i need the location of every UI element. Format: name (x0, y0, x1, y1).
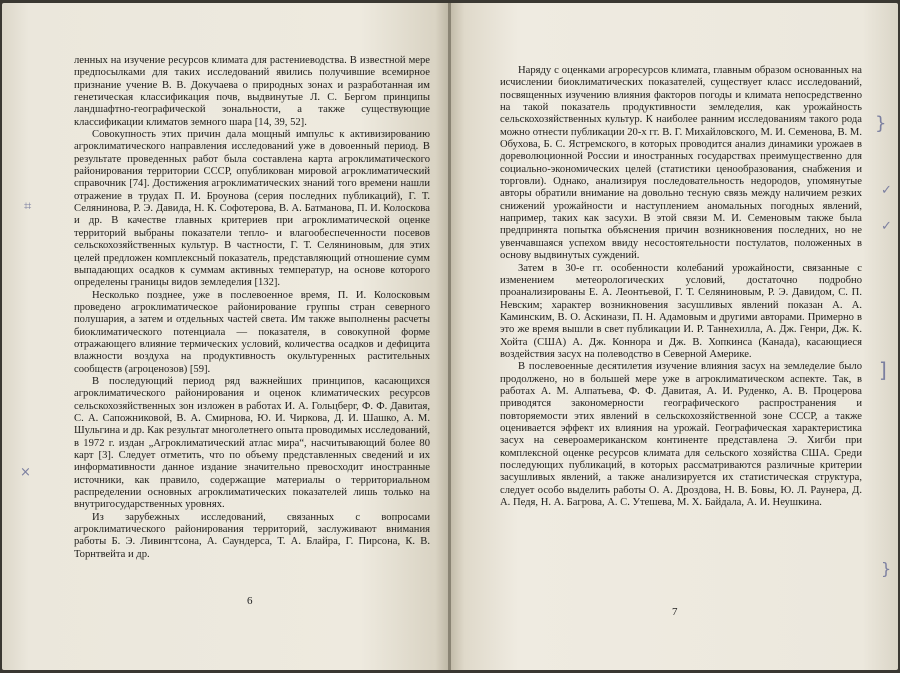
paragraph: Наряду с оценками агроресурсов климата, главным образом основанных на исчислении биоклиматических показателей, существует класс исследований, посвященных изучению влияния факторов погоды и климата непосредственно на такой показатель продуктивности земледелия, как урожайность сельскохозяйственных культур. К наиболее ранним исследованиям такого рода можно отнести публикации 20-х гг. В. Г. Михайловского, М. И. Семенова, В. М. Обухова, Б. С. Ястремского, в которых проводится анализ динамики урожаев в дореволюционной России и иностранных государствах преимущественно для социально-экономических целей (статистики ценообразования, снабжения и торговли). Однако, анализируя последовательность недородов, упомянутые авторы обратили внимание на довольно тесную связь между наличием резких снижений урожайности и наступлением аномальных погодных явлений, например, таких как засухи. В этой связи М. И. Семеновым также была предпринята попытка объяснения причин возникновения последних, но не увенчавшаяся успехом ввиду несостоятельности постулатов, положенных в основу выдвинутых суждений. (500, 65, 862, 262)
pencil-bracket-icon: } (881, 559, 892, 578)
paragraph: Из зарубежных исследований, связанных с вопросами агроклиматического районирования территорий, заслуживают внимания работы Б. Э. Ливингтсона, А. Саундерса, Т. А. Блайра, Г. Пирсона, К. В. Торнтвейта и др. (74, 511, 430, 560)
right-page (451, 3, 898, 670)
paragraph: ленных на изучение ресурсов климата для растениеводства. В известной мере предпосылками для таких исследований явились получившие всемирное признание учение В. В. Докучаева о природных зонах и разработанная им генетическая классификация почв, выдвинутые Л. С. Бергом принципы ландшафтно-географической зональности, а также существующие классификации климатов земного шара [14, 39, 52]. (74, 55, 430, 128)
book-spread (2, 3, 898, 670)
page-number: 6 (247, 595, 253, 607)
pencil-check-icon: ✓ (881, 219, 892, 234)
paragraph: В последующий период ряд важнейших принципов, касающихся агроклиматического районирования и оценок климатических ресурсов сельскохозяйственных зон изложен в работах И. А. Гольцберг, Ф. Ф. Давитая, С. А. Сапожниковой, В. А. Смирнова, Ю. И. Чиркова, Д. И. Шашко, А. М. Шульгина и др. Как результат многолетнего опыта проводимых исследований, в 1972 г. издан „Агроклиматический атлас мира“, насчитывающий более 80 карт [3]. Следует отметить, что по объему представленных сведений и их информативности данное издание значительно превосходит иностранные источники, как правило, содержащие материалы о территориальном распределении основных агроклиматических показателей лишь только на внутригосударственных уровнях. (74, 375, 430, 511)
paragraph: Совокупность этих причин дала мощный импульс к активизированию агроклиматического направления исследований уже в довоенный период. В результате проведенных работ была составлена карта агроклиматического районирования территории СССР, опубликован мировой агроклиматический справочник [74]. Достижения агроклиматических знаний того времени нашли отражение в трудах П. И. Броунова (серия последних публикаций), Г. Т. Селянинова, Р. Э. Давида, Н. К. Софотерова, В. А. Батманова, П. И. Колоскова и др. В качестве главных критериев при агроклиматической оценке территорий выбраны показатели тепло- и влагообеспеченности посевов сельскохозяйственных культур. В частности, Г. Т. Селяниновым, для этих целей предложен комплексный показатель, представляющий отношение сумм выпадающих осадков к суммам активных температур, на основе которого определены границы видов земледелия [132]. (74, 129, 430, 289)
pencil-bracket-icon: } (875, 113, 887, 134)
left-page-text (74, 55, 430, 561)
paragraph: В послевоенные десятилетия изучение влияния засух на земледелие было продолжено, но в большей мере уже в агроклиматическом аспекте. Так, в работах А. М. Алпатьева, Ф. Ф. Давитая, А. И. Руденко, А. В. Процерова приводятся закономерности географического распространения и повторяемости этих явлений в сельскохозяйственной зоне СССР, а также оценивается эффект их влияния на урожай. Географическая характеристика засух на североамериканском континенте представлена Э. Хигби при комплексной оценке ресурсов климата для сельского хозяйства США. Среди последующих публикаций, в которых рассматриваются различные критерии засушливых явлений, а также анализируется их статистическая структура, следует особо выделить работы О. А. Дроздова, Н. В. Бовы, Ю. Л. Раунера, Д. А. Педя, Н. А. Багрова, А. С. Утешева, М. Х. Байдала, А. И. Неушкина. (500, 361, 862, 509)
pencil-bracket-icon: ] (879, 358, 887, 382)
pencil-check-icon: ✓ (881, 183, 892, 198)
pencil-mark-icon: ⌗ (24, 199, 32, 214)
page-number: 7 (672, 606, 678, 618)
left-page (2, 3, 449, 670)
paragraph: Затем в 30-е гг. особенности колебаний урожайности, связанные с изменением метеорологических условий, достаточно подробно проанализированы Е. А. Леонтьевой, Г. Т. Селяниновым, Р. Э. Давидом, С. П. Невским; характер возникновения засушливых явлений показан А. А. Каминским, В. О. Аскинази, П. Н. Адамовым и другими авторами. Примерно в это же время вышли в свет публикации И. Р. Таннехилла, А. Дж. Генри, Дж. К. Хойта (США) А. Дж. Коннора и Дж. В. Хопкинса (Канада), касающиеся воздействия засух на полеводство в Северной Америке. (500, 262, 862, 360)
pencil-mark-icon: × (20, 465, 31, 480)
paragraph: Несколько позднее, уже в послевоенное время, П. И. Колосковым проведено агроклиматическое районирование группы стран северного полушария, а затем и отдельных частей света. Им также выполнены расчеты биоклиматического потенциала — показателя, в совокупной форме отражающего влияние термических условий, количества осадков и дефицита влажности воздуха на продуктивность окультуренных растительных сообществ (агроценозов) [59]. (74, 289, 430, 375)
right-page-text (500, 65, 862, 509)
